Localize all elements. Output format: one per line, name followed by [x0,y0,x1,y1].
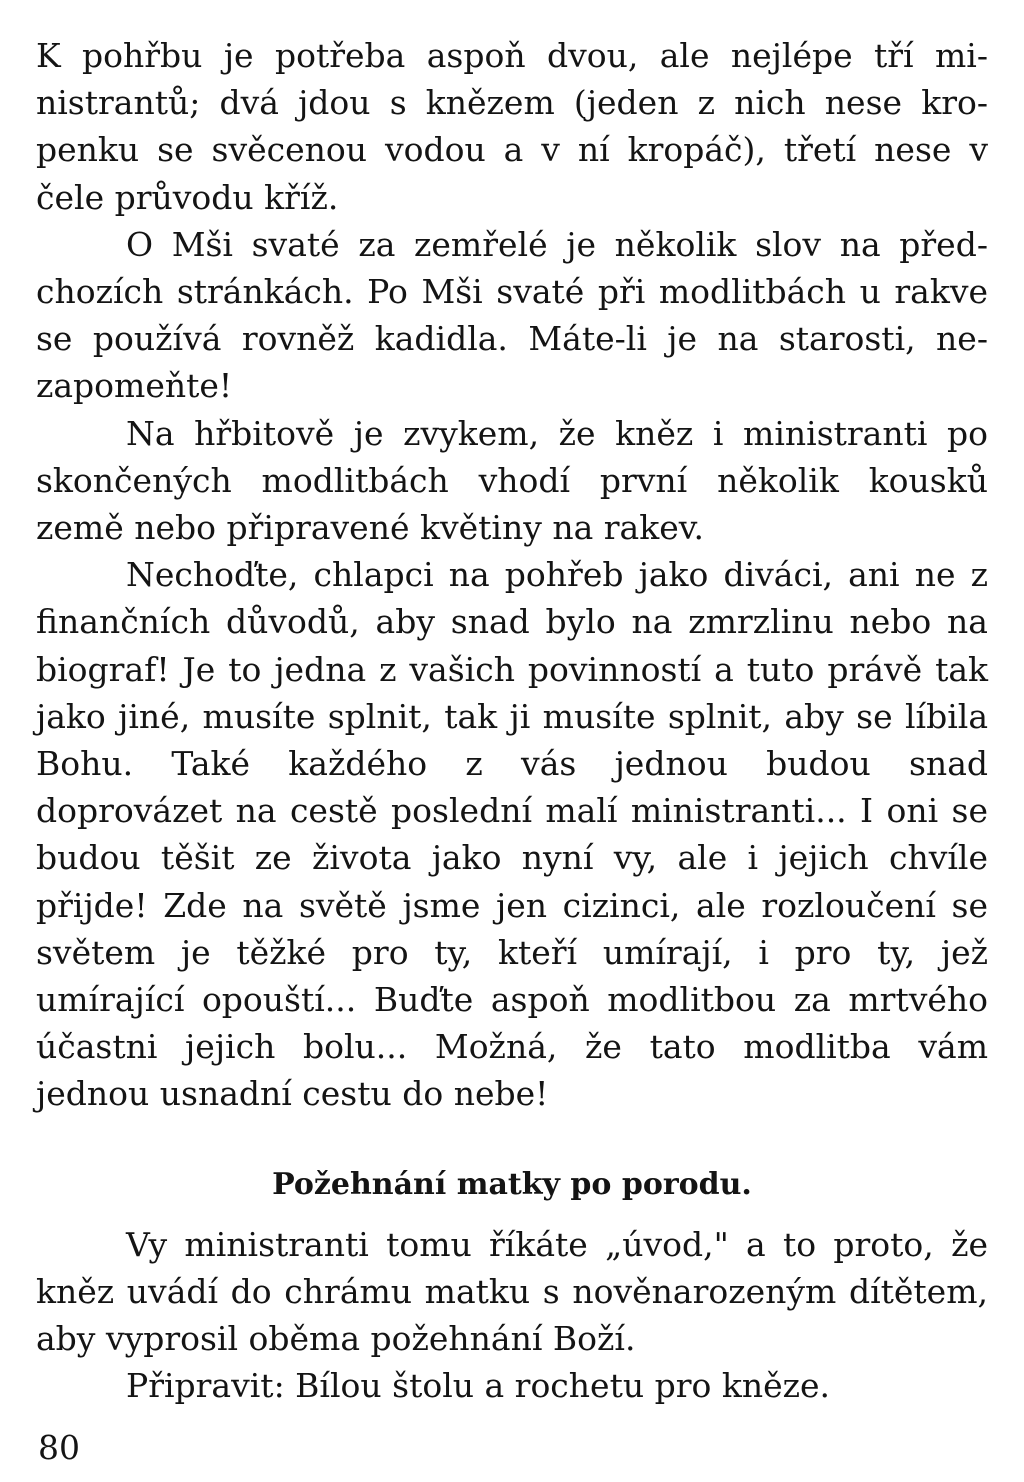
section-heading: Požehnání matky po porodu. [272,1166,752,1202]
page-number: 80 [38,1428,80,1467]
paragraph-exhortation: Nechoďte, chlapci na pohřeb jako diváci, ani ne z finančních důvodů, aby snad bylo na zmrzlinu nebo na biograf! Je to jedna z vašich povinností a tuto právě tak jako jiné, musíte splnit, tak ji musíte splnit, aby se líbila Bohu. Také každého z vás jednou budou snad doprovázet na cestě poslední malí ministranti... I oni se budou těšit ze života jako nyní vy, ale i jejich chvíle přijde! Zde na světě jsme jen cizinci, ale rozloučení se světem je těžké pro ty, kteří umírají, i pro ty, jež umírající opouští... Buďte aspoň modlitbou za mrtvého účastni jejich bolu... Možná, že tato modlitba vám jednou usnadní cestu do nebe! [36,555,988,1114]
paragraph-cemetery-custom: Na hřbitově je zvykem, že kněz i ministranti po skončených modlitbách vhodí první několik kousků země nebo připravené květiny na rakev. [36,413,988,548]
paragraph-churching-intro: Vy ministranti tomu říkáte „úvod," a to proto, že kněz uvádí do chrámu matku s nověnarozeným dítětem, aby vyprosil oběma požehnání Boží. [36,1224,988,1359]
page-body [36,32,988,1409]
paragraph-preparation: Připravit: Bílou štolu a rochetu pro kněze. [126,1366,831,1406]
paragraph-altar-servers: K pohřbu je potřeba aspoň dvou, ale nejlépe tří ministrantů; dvá jdou s knězem (jeden z nich nese kropenku se svěcenou vodou a v ní kropáč), třetí nese v čele průvodu kříž. [36,36,988,217]
paragraph-requiem-mass: O Mši svaté za zemřelé je několik slov na předchozích stránkách. Po Mši svaté při modlitbách u rakve se používá rovněž kadidla. Máte-li je na starosti, nezapomeňte! [36,224,988,406]
